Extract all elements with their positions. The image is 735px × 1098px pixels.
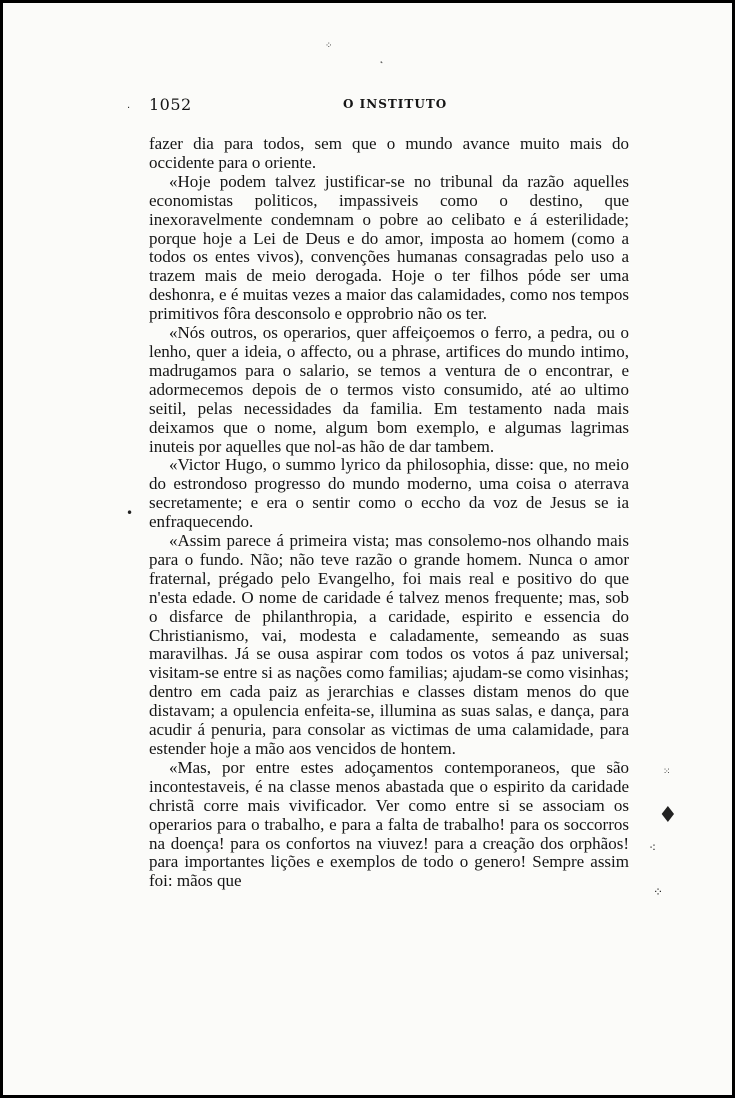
page-header xyxy=(149,95,629,119)
ink-blot-right: ♦ xyxy=(658,803,678,828)
paragraph-hoje: «Hoje podem talvez justificar-se no tribunal da razão aquelles economistas politicos, impassiveis como o destino, que inexoravelmente condemnam o pobre ao celibato e á esterilidade; porque hoje a Lei de Deus e do amor, imposta ao homem (como a todos os entes vivos), convenções humanas consagradas pelo uso a trazem mais de meio derogada. Hoje o ter filhos póde ser uma deshonra, e é muitas vezes a maior das calamidades, como nos tempos primitivos fôra desconsolo e opprobrio não os ter. xyxy=(149,171,629,324)
paragraph-continuation: fazer dia para todos, sem que o mundo avance muito mais do occidente para o oriente. xyxy=(149,134,629,172)
scan-speck-right-mid: ⁙ xyxy=(663,767,671,777)
scan-speck-top: ⁘ xyxy=(325,41,333,51)
body-text xyxy=(149,135,629,891)
book-page xyxy=(149,95,629,891)
paragraph-victor-hugo: «Victor Hugo, o summo lyrico da philosophia, disse: que, no meio do estrondoso progresso do mundo moderno, uma coisa o aterrava secretamente; e era o sentir como o eccho da voz de Jesus se ia enfraquecendo. xyxy=(149,455,629,532)
scan-speck-left-mid: • xyxy=(126,506,134,520)
paragraph-mas: «Mas, por entre estes adoçamentos contemporaneos, que são incontestaveis, é na classe menos abastada que o espirito da caridade christã corre mais vivificador. Ver como entre si se associam os operarios para o trabalho, e para a falta de trabalho! para os soccorros na doença! para os confortos na viuvez! para a creação dos orphãos! para importantes lições e exemplos de todo o genero! Sempre assim foi: mãos que xyxy=(149,757,629,891)
scan-noise-right: ⁖ xyxy=(649,841,657,855)
running-title: O INSTITUTO xyxy=(343,97,448,111)
paragraph-nos-outros: «Nós outros, os operarios, quer affeiçoemos o ferro, a pedra, ou o lenho, quer a ideia, o affecto, ou a phrase, artifices do mundo intimo, madrugamos para o salario, se temos a ventura de o encontrar, e adormecemos depois de o termos visto consumido, até ao ultimo seitil, pelas necessidades da familia. Em testamento nada mais deixamos que o nome, algum bom exemplo, e algumas lagrimas inuteis por aquelles que nol-as hão de dar tambem. xyxy=(149,323,629,456)
paragraph-assim-parece: «Assim parece á primeira vista; mas consolemo-nos olhando mais para o fundo. Não; não teve razão o grande homem. Nunca o amor fraternal, prégado pelo Evangelho, foi mais real e positivo do que n'esta edade. O nome de caridade é talvez menos frequente; mas, sob o disfarce de philanthropia, a caridade, espirito e essencia do Christianismo, vai, modesta e caladamente, semeando as suas maravilhas. Já se ousa aspirar com todos os votos á paz universal; visitam-se entre si as nações como familias; ajudam-se como visinhas; dentro em cada paiz as jerarchias e classes distam menos do que distavam; a opulencia enfeita-se, illumina as suas salas, e dança, para acudir á penuria, para consolar as victimas de uma calamidade, para estender hoje a mão aos vencidos de hontem. xyxy=(149,531,629,758)
scan-speck-left: · xyxy=(127,103,131,114)
scan-speck-top-right: ˛ xyxy=(379,53,384,64)
page-number: 1052 xyxy=(149,95,192,114)
scan-noise-right-low: ⁘ xyxy=(653,885,664,899)
